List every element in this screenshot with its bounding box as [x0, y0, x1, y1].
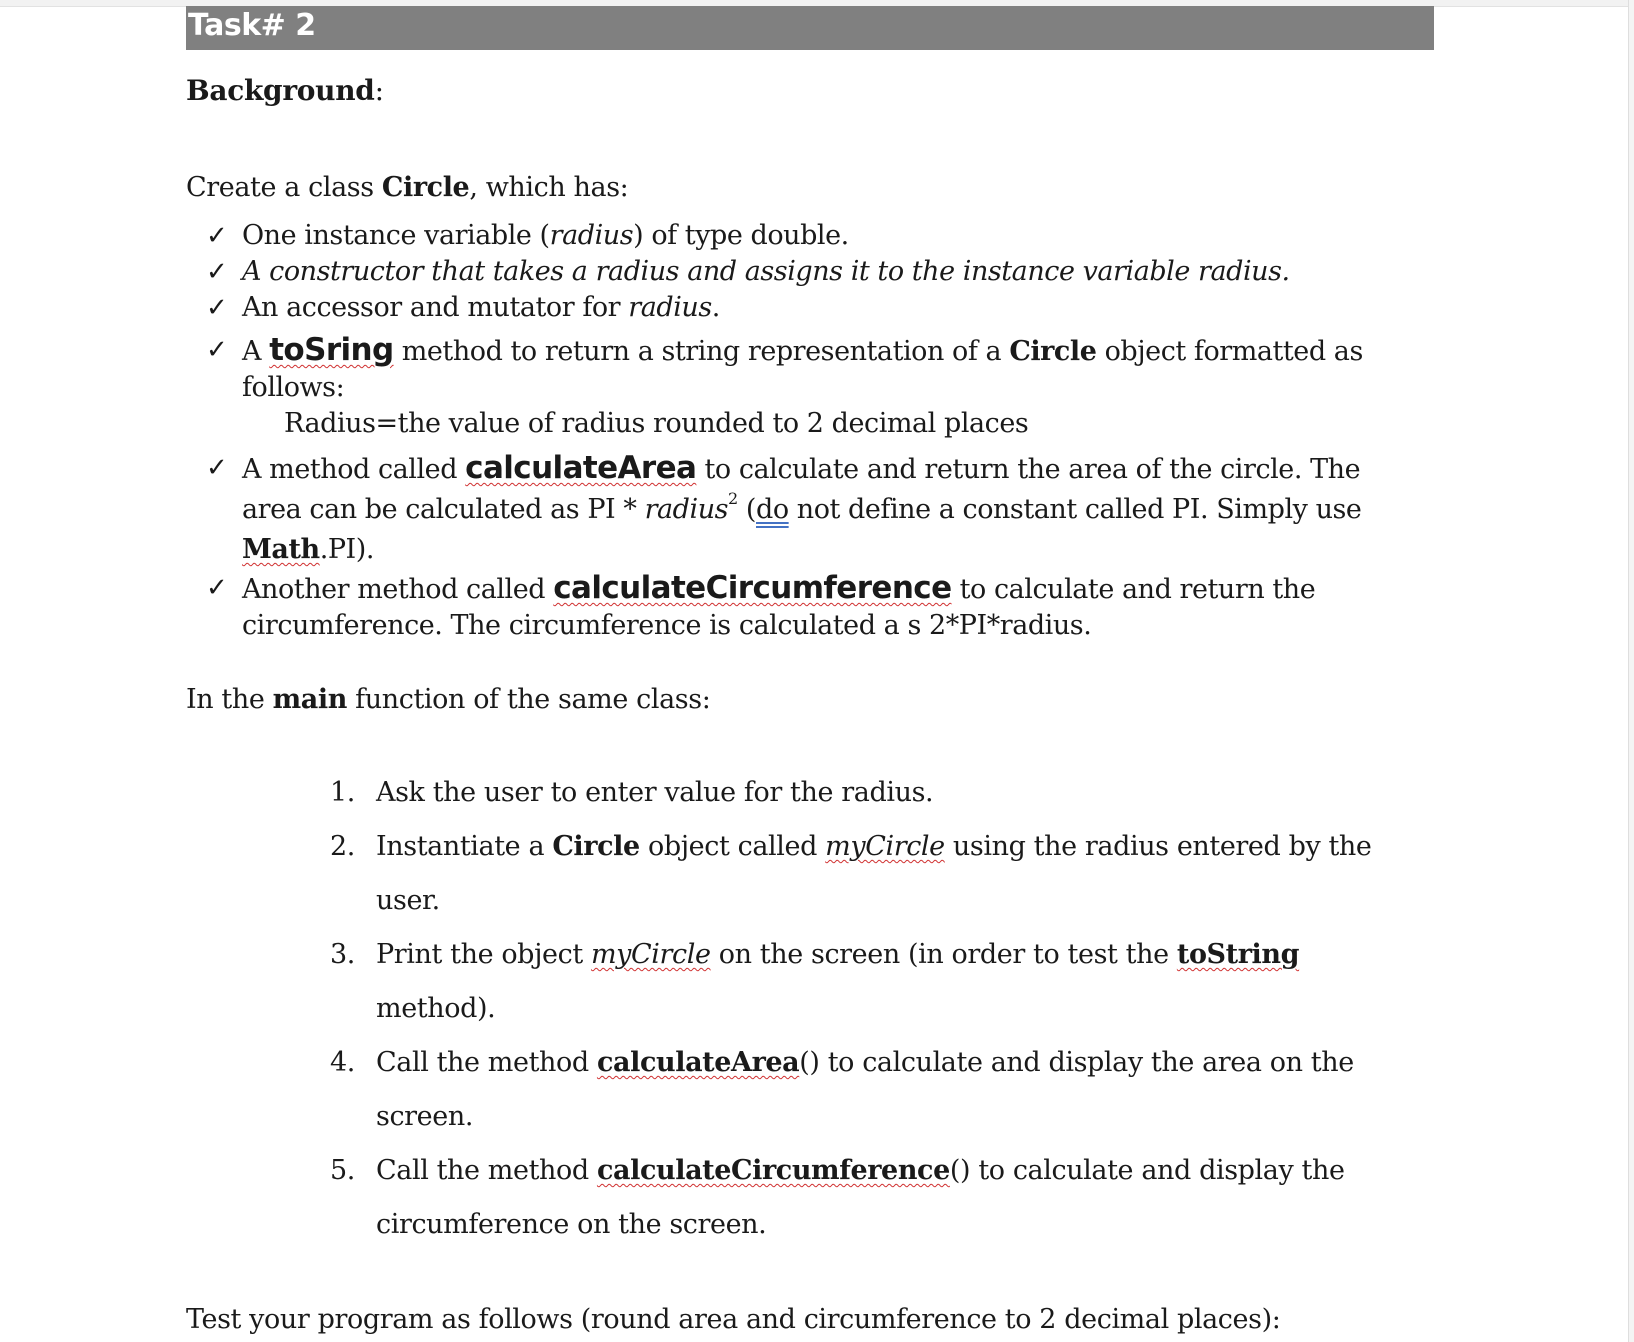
step-item-1: [330, 766, 1440, 820]
method-tosring: toSring: [269, 332, 394, 368]
main-keyword: main: [272, 684, 347, 715]
step3-mid: on the screen (in order to test the: [710, 939, 1177, 970]
step4-line2: screen.: [376, 1101, 474, 1132]
step3-pre: Print the object: [376, 939, 591, 970]
step4-method: calculateArea: [596, 1047, 800, 1078]
background-heading-colon: :: [374, 74, 384, 107]
task-header: Task# 2: [186, 6, 1434, 50]
scrollbar-track[interactable]: [1628, 0, 1634, 1342]
item5-do: do: [756, 494, 789, 525]
step-item-2: [330, 820, 1440, 928]
method-calculate-area: calculateArea: [465, 450, 697, 486]
check-mark-icon: ✓: [206, 573, 228, 603]
check-mark-icon: ✓: [206, 335, 228, 365]
item1-pre: One instance variable (: [242, 220, 550, 251]
main-steps-list: [330, 766, 1440, 1252]
item2-text: A constructor that takes a radius and assigns it to the instance variable radius.: [242, 256, 1290, 287]
item3-post: .: [711, 292, 720, 323]
item1-post: ) of type double.: [633, 220, 849, 251]
checklist-item-accessor: [206, 290, 1436, 326]
check-mark-icon: ✓: [206, 293, 228, 323]
item1-var: radius: [549, 220, 634, 251]
item6-post: to calculate and return the: [951, 574, 1316, 605]
step-number: 2.: [330, 831, 355, 862]
item5-post: to calculate and return the area of the circle. The: [696, 454, 1361, 485]
item5-exponent: 2: [728, 489, 738, 508]
step-number: 1.: [330, 777, 355, 808]
step4-pre: Call the method: [376, 1047, 597, 1078]
step1-text: Ask the user to enter value for the radius.: [376, 777, 934, 808]
step5-method: calculateCircumference: [596, 1155, 950, 1186]
step2-post: using the radius entered by the: [944, 831, 1372, 862]
item5-line2-pre: area can be calculated as PI *: [242, 494, 645, 525]
item5-line3-post: .PI).: [319, 534, 374, 565]
document-page: [186, 6, 1434, 1335]
checklist-item-calculate-area: [206, 448, 1436, 570]
checklist-item-calculate-circumference: [206, 570, 1436, 644]
background-heading: [186, 74, 384, 107]
method-calculate-circumference: calculateCircumference: [553, 570, 952, 606]
main-intro-pre: In the: [186, 684, 273, 715]
step2-line2: user.: [376, 885, 440, 916]
step2-class-name: Circle: [552, 831, 640, 862]
class-intro-post: , which has:: [469, 172, 629, 203]
step-item-4: [330, 1036, 1440, 1144]
requirements-checklist: [206, 218, 1436, 644]
checklist-item-instance-variable: [206, 218, 1436, 254]
item5-math: Math: [242, 534, 320, 565]
item3-var: radius: [628, 292, 712, 323]
step4-post: () to calculate and display the area on the: [799, 1047, 1354, 1078]
item4-post: object formatted as: [1096, 336, 1363, 367]
item4-mid: method to return a string representation of a: [393, 336, 1010, 367]
step2-mid: object called: [639, 831, 826, 862]
main-intro: [186, 684, 710, 715]
step-item-3: [330, 928, 1440, 1036]
tostring-format-line: Radius=the value of radius rounded to 2 decimal places: [284, 408, 1029, 439]
class-intro: [186, 172, 628, 203]
step2-pre: Instantiate a: [376, 831, 553, 862]
item5-radius: radius: [644, 494, 729, 525]
check-mark-icon: ✓: [206, 221, 228, 251]
step5-pre: Call the method: [376, 1155, 597, 1186]
step-item-5: [330, 1144, 1440, 1252]
step-number: 5.: [330, 1155, 355, 1186]
step3-var: myCircle: [590, 939, 711, 970]
step2-var: myCircle: [825, 831, 945, 862]
item5-pre: A method called: [242, 454, 466, 485]
step3-line2: method).: [376, 993, 496, 1024]
check-mark-icon: ✓: [206, 453, 228, 483]
step5-line2: circumference on the screen.: [376, 1209, 767, 1240]
item6-line2: circumference. The circumference is calculated a s 2*PI*radius.: [242, 610, 1092, 641]
class-name-circle: Circle: [381, 172, 470, 203]
item4-pre: A: [242, 336, 270, 367]
test-instructions: Test your program as follows (round area and circumference to 2 decimal places):: [186, 1304, 1281, 1335]
item4-line2: follows:: [242, 372, 345, 403]
check-mark-icon: ✓: [206, 257, 228, 287]
checklist-item-tostring: [206, 332, 1436, 442]
item6-pre: Another method called: [242, 574, 554, 605]
checklist-item-constructor: [206, 254, 1436, 290]
main-intro-post: function of the same class:: [347, 684, 711, 715]
item3-pre: An accessor and mutator for: [242, 292, 629, 323]
item4-class-name: Circle: [1009, 336, 1097, 367]
item5-paren: (: [737, 494, 756, 525]
class-intro-pre: Create a class: [186, 172, 382, 203]
background-heading-text: Background: [186, 74, 375, 107]
step3-method: toString: [1176, 939, 1300, 970]
step5-post: () to calculate and display the: [949, 1155, 1345, 1186]
step-number: 3.: [330, 939, 355, 970]
step-number: 4.: [330, 1047, 355, 1078]
item5-line2-post: not define a constant called PI. Simply use: [788, 494, 1362, 525]
